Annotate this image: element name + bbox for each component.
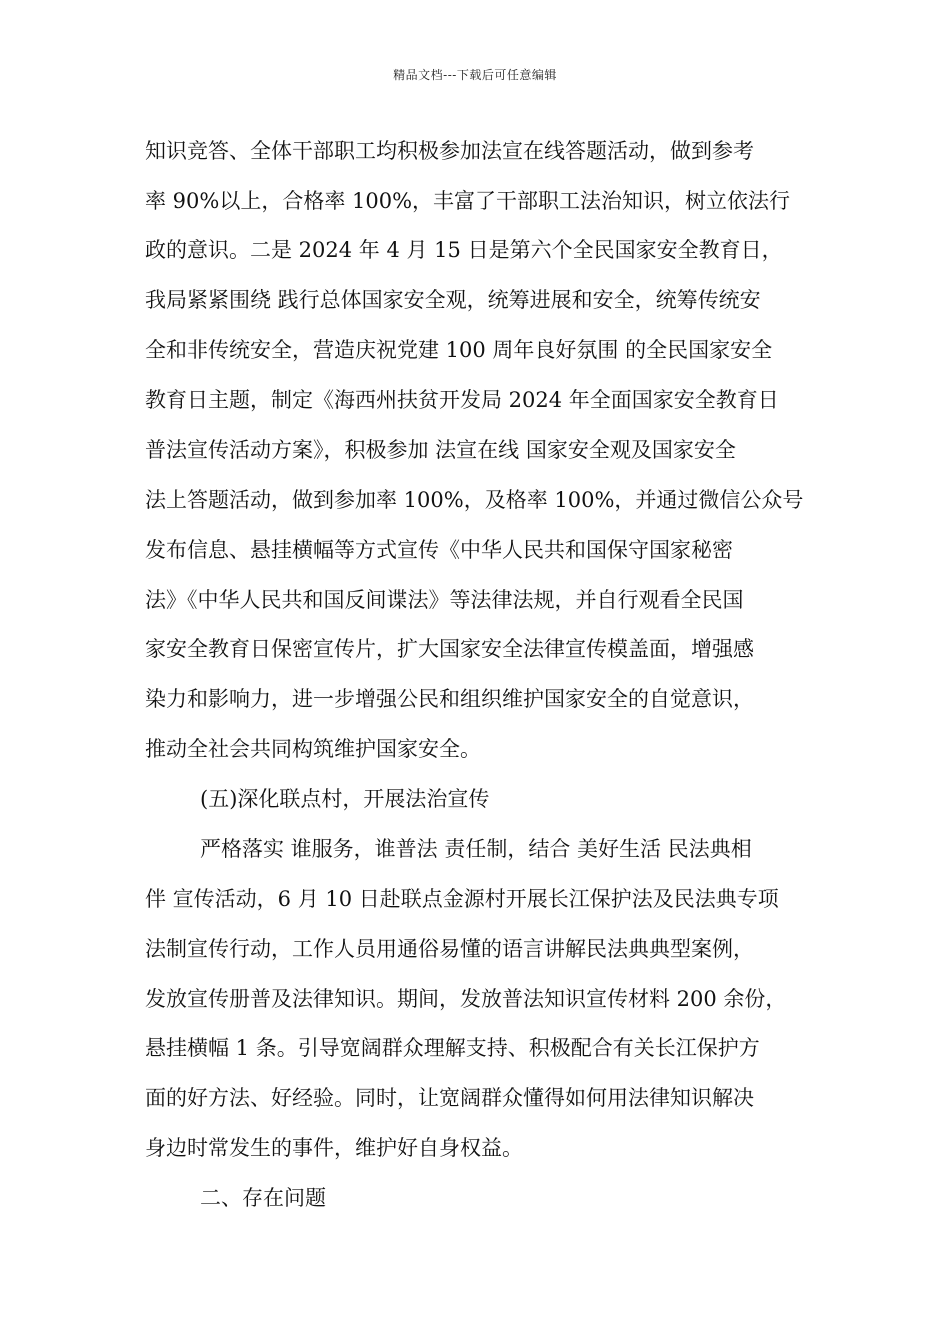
text-line: 严格落实 谁服务，谁普法 责任制，结合 美好生活 民法典相 [200,837,752,861]
page-header: 精品文档---下载后可任意编辑 [393,68,557,82]
text-line: 全和非传统安全，营造庆祝党建 100 周年良好氛围 的全民国家安全 [145,338,773,362]
text-line: 法上答题活动，做到参加率 100%，及格率 100%，并通过微信公众号 [145,488,804,512]
text-line: 发布信息、悬挂横幅等方式宣传《中华人民共和国保守国家秘密 [145,538,733,562]
text-line: 悬挂横幅 1 条。引导宽阔群众理解支持、积极配合有关长江保护方 [145,1036,760,1060]
text-line: 推动全社会共同构筑维护国家安全。 [145,737,481,761]
text-line: 发放宣传册普及法律知识。期间，发放普法知识宣传材料 200 余份， [145,987,787,1011]
text-line: 法制宣传行动，工作人员用通俗易懂的语言讲解民法典典型案例， [145,937,754,961]
text-line: 面的好方法、好经验。同时，让宽阔群众懂得如何用法律知识解决 [145,1086,754,1110]
text-line: 普法宣传活动方案》，积极参加 法宣在线 国家安全观及国家安全 [145,438,736,462]
text-line: 率 90%以上，合格率 100%，丰富了干部职工法治知识，树立依法行 [145,189,791,213]
section-heading: (五)深化联点村，开展法治宣传 [200,787,490,811]
section-heading: 二、存在问题 [200,1186,326,1210]
text-line: 身边时常发生的事件，维护好自身权益。 [145,1136,523,1160]
text-line: 法》《中华人民共和国反间谍法》等法律法规，并自行观看全民国 [145,588,744,612]
text-line: 教育日主题，制定《海西州扶贫开发局 2024 年全面国家安全教育日 [145,388,779,412]
text-line: 染力和影响力，进一步增强公民和组织维护国家安全的自觉意识， [145,687,754,711]
text-line: 家安全教育日保密宣传片，扩大国家安全法律宣传模盖面，增强感 [145,637,754,661]
text-line: 伴 宣传活动，6 月 10 日赴联点金源村开展长江保护法及民法典专项 [145,887,779,911]
text-line: 政的意识。二是 2024 年 4 月 15 日是第六个全民国家安全教育日， [145,238,783,262]
text-line: 我局紧紧围绕 践行总体国家安全观，统筹进展和安全，统筹传统安 [145,288,761,312]
text-line: 知识竞答、全体干部职工均积极参加法宣在线答题活动，做到参考 [145,139,754,163]
